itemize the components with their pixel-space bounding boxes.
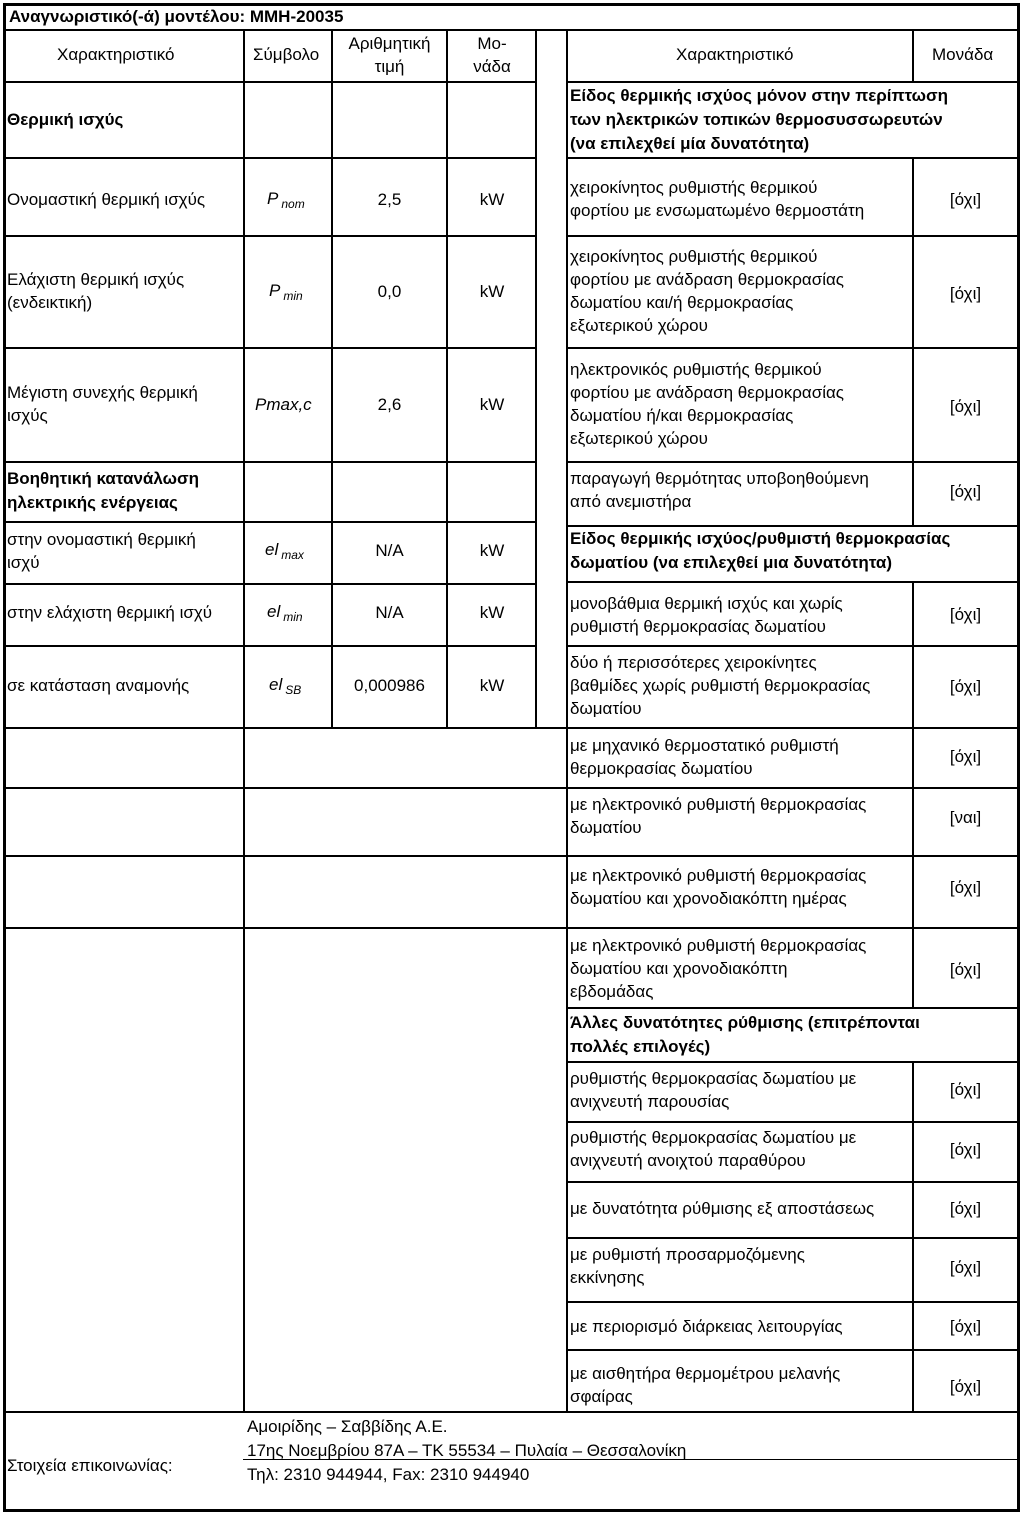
frame-line [3, 3, 6, 1512]
r2-line1: χειροκίνητος ρυθμιστής θερμικού [570, 247, 818, 266]
header-characteristic: Χαρακτηριστικό [57, 45, 175, 64]
grid-line [566, 157, 1020, 159]
r12-value: [όχι] [949, 1140, 982, 1159]
grid-line [566, 1007, 1020, 1009]
r3-value: [όχι] [949, 397, 982, 416]
grid-line [566, 787, 1020, 789]
section2-line2: δωματίου (να επιλεχθεί μια δυνατότητα) [570, 553, 893, 572]
grid-line [912, 1061, 914, 1411]
grid-line [3, 583, 536, 585]
header-unit-line1: Μο- [477, 34, 507, 53]
p-max-unit: kW [479, 395, 505, 414]
grid-line [566, 347, 1020, 349]
r4-value: [όχι] [949, 482, 982, 501]
datasheet-table [3, 3, 1020, 1512]
el-sb-value: 0,000986 [354, 676, 425, 695]
section3-line2: πολλές επιλογές) [570, 1037, 711, 1056]
grid-line [566, 81, 1019, 83]
r10-line2: δωματίου και χρονοδιακόπτη [570, 959, 788, 978]
grid-line [3, 521, 536, 523]
r12-line1: ρυθμιστής θερμοκρασίας δωματίου με [570, 1128, 857, 1147]
grid-line [243, 81, 536, 83]
grid-line [3, 645, 536, 647]
header-unit-right: Μονάδα [932, 45, 994, 64]
p-nom-unit: kW [479, 190, 505, 209]
r11-line2: ανιχνευτή παρουσίας [570, 1092, 730, 1111]
el-min-label: στην ελάχιστη θερμική ισχύ [7, 603, 213, 622]
r14-value: [όχι] [949, 1258, 982, 1277]
p-min-symbol: P $_{min}$ [269, 281, 303, 303]
r2-line4: εξωτερικού χώρου [570, 316, 708, 335]
grid-line [3, 81, 243, 83]
aux-heading-line1: Βοηθητική κατανάλωση [7, 469, 199, 488]
grid-line [566, 1181, 1020, 1183]
r9-line1: με ηλεκτρονικό ρυθμιστή θερμοκρασίας [570, 866, 867, 885]
r3-line2: φορτίου με ανάδραση θερμοκρασίας [570, 383, 845, 402]
p-max-label-line2: ισχύς [7, 406, 48, 425]
r8-value: [ναι] [949, 808, 982, 827]
section1-line3: (να επιλεχθεί μία δυνατότητα) [570, 134, 810, 153]
grid-line [566, 645, 1020, 647]
r5-value: [όχι] [949, 605, 982, 624]
r6-line2: βαθμίδες χωρίς ρυθμιστή θερμοκρασίας [570, 676, 871, 695]
r4-line2: από ανεμιστήρα [570, 492, 692, 511]
header-value-line2: τιμή [374, 57, 405, 76]
r2-line2: φορτίου με ανάδραση θερμοκρασίας [570, 270, 845, 289]
el-max-label-line2: ισχύ [7, 553, 40, 572]
r5-line1: μονοβάθμια θερμική ισχύς και χωρίς [570, 594, 843, 613]
grid-line [912, 157, 914, 527]
r10-line3: εβδομάδας [570, 982, 654, 1001]
el-sb-label: σε κατάσταση αναμονής [7, 676, 190, 695]
el-max-symbol: el $_{max}$ [265, 540, 304, 562]
heat-output-heading: Θερμική ισχύς [7, 110, 124, 129]
r6-value: [όχι] [949, 677, 982, 696]
r13-value: [όχι] [949, 1199, 982, 1218]
r15-value: [όχι] [949, 1317, 982, 1336]
r6-line3: δωματίου [570, 699, 642, 718]
r14-line1: με ρυθμιστή προσαρμοζόμενης [570, 1245, 805, 1264]
contact-line1: Αμοιρίδης – Σαββίδης Α.Ε. [247, 1417, 448, 1436]
r3-line4: εξωτερικού χώρου [570, 429, 708, 448]
contact-line3: Τηλ: 2310 944944, Fax: 2310 944940 [247, 1465, 530, 1484]
r1-line1: χειροκίνητος ρυθμιστής θερμικού [570, 178, 818, 197]
r3-line3: δωματίου ή/και θερμοκρασίας [570, 406, 794, 425]
grid-line [566, 235, 1020, 237]
grid-line [3, 461, 536, 463]
p-min-label-line1: Ελάχιστη θερμική ισχύς [7, 270, 185, 289]
frame-line [1017, 3, 1020, 1512]
grid-line [3, 235, 536, 237]
header-unit-line2: νάδα [473, 57, 511, 76]
header-symbol: Σύμβολο [253, 45, 320, 64]
grid-line [3, 787, 568, 789]
r4-line1: παραγωγή θερμότητας υποβοηθούμενη [570, 469, 869, 488]
el-sb-unit: kW [479, 676, 505, 695]
r6-line1: δύο ή περισσότερες χειροκίνητες [570, 653, 817, 672]
r8-line2: δωματίου [570, 818, 642, 837]
p-max-symbol: Pmax,c [255, 395, 312, 414]
grid-line [566, 461, 1020, 463]
aux-heading-line2: ηλεκτρικής ενέργειας [7, 493, 178, 512]
p-min-unit: kW [479, 282, 505, 301]
p-nom-symbol: P $_{nom}$ [267, 189, 305, 211]
el-max-unit: kW [479, 541, 505, 560]
r8-line1: με ηλεκτρονικό ρυθμιστή θερμοκρασίας [570, 795, 867, 814]
el-max-label-line1: στην ονομαστική θερμική [7, 530, 196, 549]
r1-line2: φορτίου με ενσωματωμένο θερμοστάτη [570, 201, 865, 220]
grid-line [3, 347, 536, 349]
r7-line1: με μηχανικό θερμοστατικό ρυθμιστή [570, 736, 839, 755]
r11-value: [όχι] [949, 1080, 982, 1099]
p-max-label-line1: Μέγιστη συνεχής θερμική [7, 383, 198, 402]
grid-line [566, 1301, 1020, 1303]
r16-line2: σφαίρας [570, 1387, 633, 1406]
r7-value: [όχι] [949, 747, 982, 766]
header-characteristic-right: Χαρακτηριστικό [676, 45, 794, 64]
r11-line1: ρυθμιστής θερμοκρασίας δωματίου με [570, 1069, 857, 1088]
grid-line [566, 581, 1020, 583]
grid-line [566, 855, 1020, 857]
p-min-label-line2: (ενδεικτική) [7, 293, 93, 312]
r1-value: [όχι] [949, 190, 982, 209]
r5-line2: ρυθμιστή θερμοκρασίας δωματίου [570, 617, 826, 636]
grid-line [566, 727, 1020, 729]
grid-line [3, 29, 1020, 31]
grid-line [331, 157, 333, 727]
r10-line1: με ηλεκτρονικό ρυθμιστή θερμοκρασίας [570, 936, 867, 955]
section3-line1: Άλλες δυνατότητες ρύθμισης (επιτρέπονται [570, 1013, 920, 1032]
r2-line3: δωματίου και/ή θερμοκρασίας [570, 293, 794, 312]
r16-line1: με αισθητήρα θερμομέτρου μελανής [570, 1364, 841, 1383]
el-sb-symbol: el $_{SB}$ [269, 675, 302, 697]
r15-line1: με περιορισμό διάρκειας λειτουργίας [570, 1317, 843, 1336]
grid-line [566, 1237, 1020, 1239]
grid-line [566, 1349, 1020, 1351]
frame-line [3, 1509, 1020, 1512]
el-min-value: N/A [375, 603, 404, 622]
section1-line2: των ηλεκτρικών τοπικών θερμοσυσσωρευτών [570, 110, 943, 129]
grid-line [3, 1411, 1020, 1413]
r9-line2: δωματίου και χρονοδιακόπτη ημέρας [570, 889, 847, 908]
el-min-unit: kW [479, 603, 505, 622]
r9-value: [όχι] [949, 878, 982, 897]
section1-line1: Είδος θερμικής ισχύος μόνον στην περίπτωση [570, 86, 949, 105]
p-max-value: 2,6 [377, 395, 402, 414]
el-max-value: N/A [375, 541, 404, 560]
r3-line1: ηλεκτρονικός ρυθμιστής θερμικού [570, 360, 822, 379]
grid-line [566, 1061, 1020, 1063]
grid-line [3, 157, 536, 159]
r2-value: [όχι] [949, 284, 982, 303]
p-nom-value: 2,5 [377, 190, 402, 209]
section2-line1: Είδος θερμικής ισχύος/ρυθμιστή θερμοκρασίας [570, 529, 951, 548]
r16-value: [όχι] [949, 1377, 982, 1396]
p-nom-label: Ονομαστική θερμική ισχύς [7, 190, 206, 209]
grid-line [3, 855, 568, 857]
header-value-line1: Αριθμητική [348, 34, 431, 53]
r7-line2: θερμοκρασίας δωματίου [570, 759, 753, 778]
grid-line [3, 927, 568, 929]
p-min-value: 0,0 [377, 282, 402, 301]
contact-line2: 17ης Νοεμβρίου 87Α – ΤΚ 55534 – Πυλαία – Θεσσαλονίκη [247, 1441, 687, 1460]
grid-line [566, 1121, 1020, 1123]
model-title: Αναγνωριστικό(-ά) μοντέλου: ΜΜΗ-20035 [9, 7, 344, 26]
grid-line [3, 727, 568, 729]
grid-line [912, 29, 914, 81]
r10-value: [όχι] [949, 960, 982, 979]
el-min-symbol: el $_{min}$ [267, 602, 303, 624]
r14-line2: εκκίνησης [570, 1268, 645, 1287]
r13-line1: με δυνατότητα ρύθμισης εξ αποστάσεως [570, 1199, 875, 1218]
r12-line2: ανιχνευτή ανοιχτού παραθύρου [570, 1151, 806, 1170]
contact-label: Στοιχεία επικοινωνίας: [7, 1456, 173, 1475]
grid-line [566, 927, 1020, 929]
